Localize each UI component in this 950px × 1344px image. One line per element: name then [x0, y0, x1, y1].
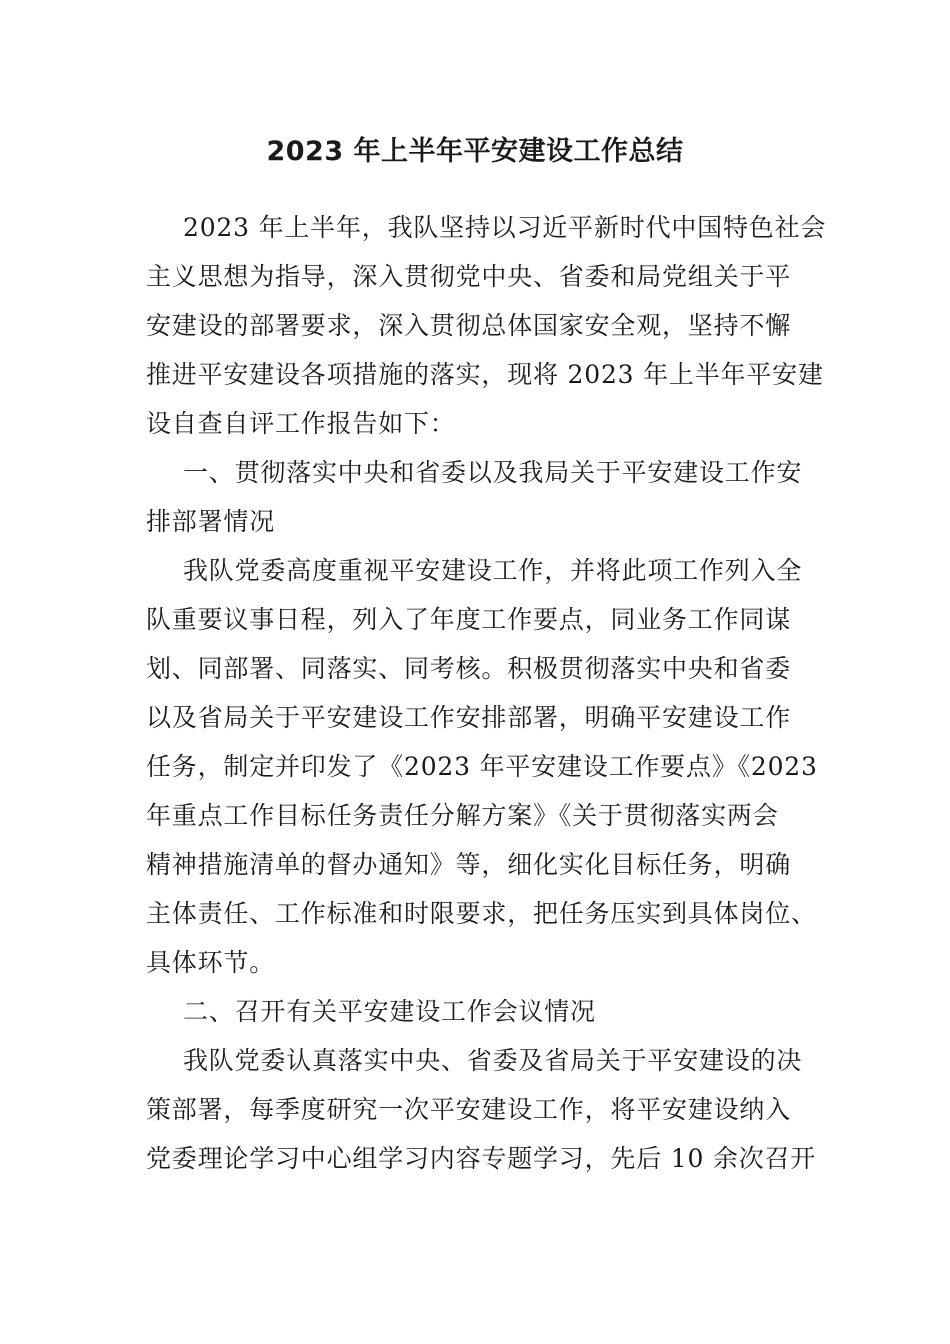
body-line: 精神措施清单的督办通知》等，细化实化目标任务，明确 [146, 850, 792, 879]
body-line: 主体责任、工作标准和时限要求，把任务压实到具体岗位、 [146, 899, 817, 928]
body-line: 2023 年上半年，我队坚持以习近平新时代中国特色社会 [183, 213, 827, 242]
body-line: 推进平安建设各项措施的落实，现将 2023 年上半年平安建 [146, 360, 824, 389]
body-line: 一、贯彻落实中央和省委以及我局关于平安建设工作安 [183, 458, 803, 487]
body-line: 策部署，每季度研究一次平安建设工作，将平安建设纳入 [146, 1095, 792, 1124]
body-line: 年重点工作目标任务责任分解方案》《关于贯彻落实两会 [146, 801, 779, 830]
body-line: 主义思想为指导，深入贯彻党中央、省委和局党组关于平 [146, 262, 792, 291]
body-line: 具体环节。 [146, 948, 276, 977]
document-title: 2023 年上半年平安建设工作总结 [266, 136, 684, 167]
body-line: 排部署情况 [146, 507, 276, 536]
body-line: 划、同部署、同落实、同考核。积极贯彻落实中央和省委 [146, 654, 792, 683]
body-line: 队重要议事日程，列入了年度工作要点，同业务工作同谋 [146, 605, 792, 634]
body-line: 二、召开有关平安建设工作会议情况 [183, 997, 596, 1026]
body-line: 任务，制定并印发了《2023 年平安建设工作要点》《2023 [146, 752, 818, 781]
body-line: 以及省局关于平安建设工作安排部署，明确平安建设工作 [146, 703, 792, 732]
body-line: 我队党委认真落实中央、省委及省局关于平安建设的决 [183, 1046, 803, 1075]
body-line: 安建设的部署要求，深入贯彻总体国家安全观，坚持不懈 [146, 311, 792, 340]
body-line: 设自查自评工作报告如下： [146, 409, 456, 438]
document-body [146, 203, 827, 1183]
body-line: 党委理论学习中心组学习内容专题学习，先后 10 余次召开 [146, 1144, 817, 1173]
body-line: 我队党委高度重视平安建设工作，并将此项工作列入全 [183, 556, 803, 585]
